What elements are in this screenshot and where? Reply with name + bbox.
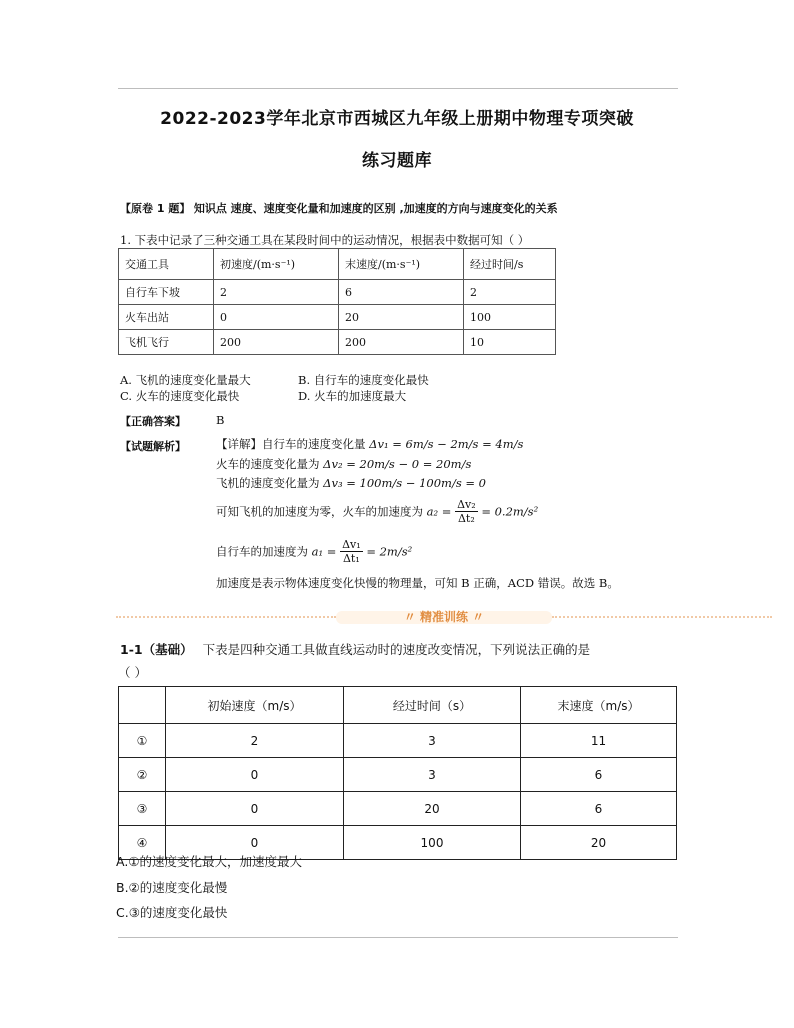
q2-paren: （ ） (118, 665, 147, 680)
table-row (119, 758, 677, 792)
banner-label: 〃 精准训练 〃 (403, 610, 485, 624)
table-header-cell: 初始速度（m/s） (166, 687, 344, 724)
table-cell: 10 (464, 330, 556, 355)
table-cell: 火车出站 (119, 305, 214, 330)
table-row (119, 792, 677, 826)
q1-option-a: A. 飞机的速度变化量最大 (120, 373, 251, 387)
table-row (119, 249, 556, 280)
source-line (120, 200, 558, 216)
q2-option-a: A.①的速度变化最大，加速度最大 (116, 854, 303, 869)
page-subtitle: 练习题库 (362, 151, 432, 171)
analysis-math: = 2m/s² (366, 544, 413, 559)
analysis-text: 【详解】自行车的速度变化量 (216, 437, 366, 451)
answer-value: B (216, 413, 225, 427)
table-cell: 200 (339, 330, 464, 355)
q1-option-d: D. 火车的加速度最大 (298, 389, 407, 403)
analysis-label: 【试题解析】 (120, 440, 186, 453)
q1-table (118, 248, 556, 355)
table-cell: 自行车下坡 (119, 280, 214, 305)
table-cell: 0 (166, 826, 344, 860)
knowledge-point: 知识点 速度、速度变化量和加速度的区别 ,加速度的方向与速度变化的关系 (193, 202, 558, 215)
table-header-cell: 交通工具 (119, 249, 214, 280)
fraction (340, 538, 363, 565)
table-header-cell: 末速度（m/s） (521, 687, 677, 724)
table-header-cell: 初速度/(m·s⁻¹) (214, 249, 339, 280)
q1-option-b: B. 自行车的速度变化最快 (298, 373, 429, 387)
table-cell: 0 (214, 305, 339, 330)
analysis-math: a₁ = (311, 544, 337, 559)
fraction-numerator: Δv₁ (342, 538, 361, 551)
table-row (119, 280, 556, 305)
table-cell: 2 (214, 280, 339, 305)
bottom-rule (118, 937, 678, 938)
table-header-cell: 经过时间/s (464, 249, 556, 280)
table-cell: 100 (344, 826, 521, 860)
table-cell: 3 (344, 758, 521, 792)
table-cell: 6 (521, 792, 677, 826)
table-cell: 6 (521, 758, 677, 792)
analysis-text: 自行车的加速度为 (216, 544, 308, 559)
table-header-cell: 末速度/(m·s⁻¹) (339, 249, 464, 280)
table-cell: 20 (521, 826, 677, 860)
analysis-line-1 (216, 436, 523, 452)
q2-option-b: B.②的速度变化最慢 (116, 880, 228, 895)
section-banner (116, 608, 772, 626)
analysis-line-4 (216, 498, 538, 525)
analysis-line-6: 加速度是表示物体速度变化快慢的物理量，可知 B 正确，ACD 错误。故选 B。 (216, 576, 619, 590)
table-cell: ③ (119, 792, 166, 826)
analysis-text: 可知飞机的加速度为零，火车的加速度为 (216, 504, 423, 519)
table-row (119, 724, 677, 758)
q1-stem: 1. 下表中记录了三种交通工具在某段时间中的运动情况，根据表中数据可知（ ） (120, 233, 530, 247)
table-cell: 6 (339, 280, 464, 305)
table-cell: 2 (464, 280, 556, 305)
analysis-math: Δv₃ = 100m/s − 100m/s = 0 (323, 476, 486, 490)
table-header-cell (119, 687, 166, 724)
fraction-numerator: Δv₂ (457, 498, 476, 511)
table-cell: 100 (464, 305, 556, 330)
q2-number: 1-1（基础） (120, 642, 193, 657)
analysis-text: 火车的速度变化量为 (216, 457, 320, 471)
table-cell: 0 (166, 792, 344, 826)
q2-stem-line (120, 640, 590, 658)
table-cell: 20 (344, 792, 521, 826)
table-cell: ① (119, 724, 166, 758)
q2-table (118, 686, 677, 860)
analysis-math: Δv₁ = 6m/s − 2m/s = 4m/s (369, 437, 524, 451)
q2-option-c: C.③的速度变化最快 (116, 905, 228, 920)
table-cell: 200 (214, 330, 339, 355)
table-cell: 3 (344, 724, 521, 758)
source-label: 【原卷 1 题】 (120, 202, 191, 215)
analysis-text: 飞机的速度变化量为 (216, 476, 320, 490)
q2-stem: 下表是四种交通工具做直线运动时的速度改变情况，下列说法正确的是 (202, 642, 591, 657)
table-cell: ② (119, 758, 166, 792)
analysis-line-3 (216, 475, 486, 491)
analysis-math: = 0.2m/s² (481, 504, 539, 519)
fraction-denominator: Δt₂ (457, 512, 475, 525)
table-row (119, 330, 556, 355)
analysis-line-5 (216, 538, 412, 565)
table-cell: 20 (339, 305, 464, 330)
table-header-cell: 经过时间（s） (344, 687, 521, 724)
table-cell: 飞机飞行 (119, 330, 214, 355)
page-title: 2022-2023学年北京市西城区九年级上册期中物理专项突破 (160, 109, 634, 129)
top-rule (118, 88, 678, 89)
table-cell: ④ (119, 826, 166, 860)
table-cell: 2 (166, 724, 344, 758)
table-row (119, 305, 556, 330)
analysis-line-2 (216, 456, 471, 472)
fraction-denominator: Δt₁ (342, 552, 360, 565)
q1-option-c: C. 火车的速度变化最快 (120, 389, 240, 403)
table-cell: 0 (166, 758, 344, 792)
analysis-math: a₂ = (426, 504, 452, 519)
table-cell: 11 (521, 724, 677, 758)
table-row (119, 687, 677, 724)
analysis-math: Δv₂ = 20m/s − 0 = 20m/s (323, 457, 472, 471)
fraction (455, 498, 478, 525)
answer-label: 【正确答案】 (120, 415, 186, 428)
